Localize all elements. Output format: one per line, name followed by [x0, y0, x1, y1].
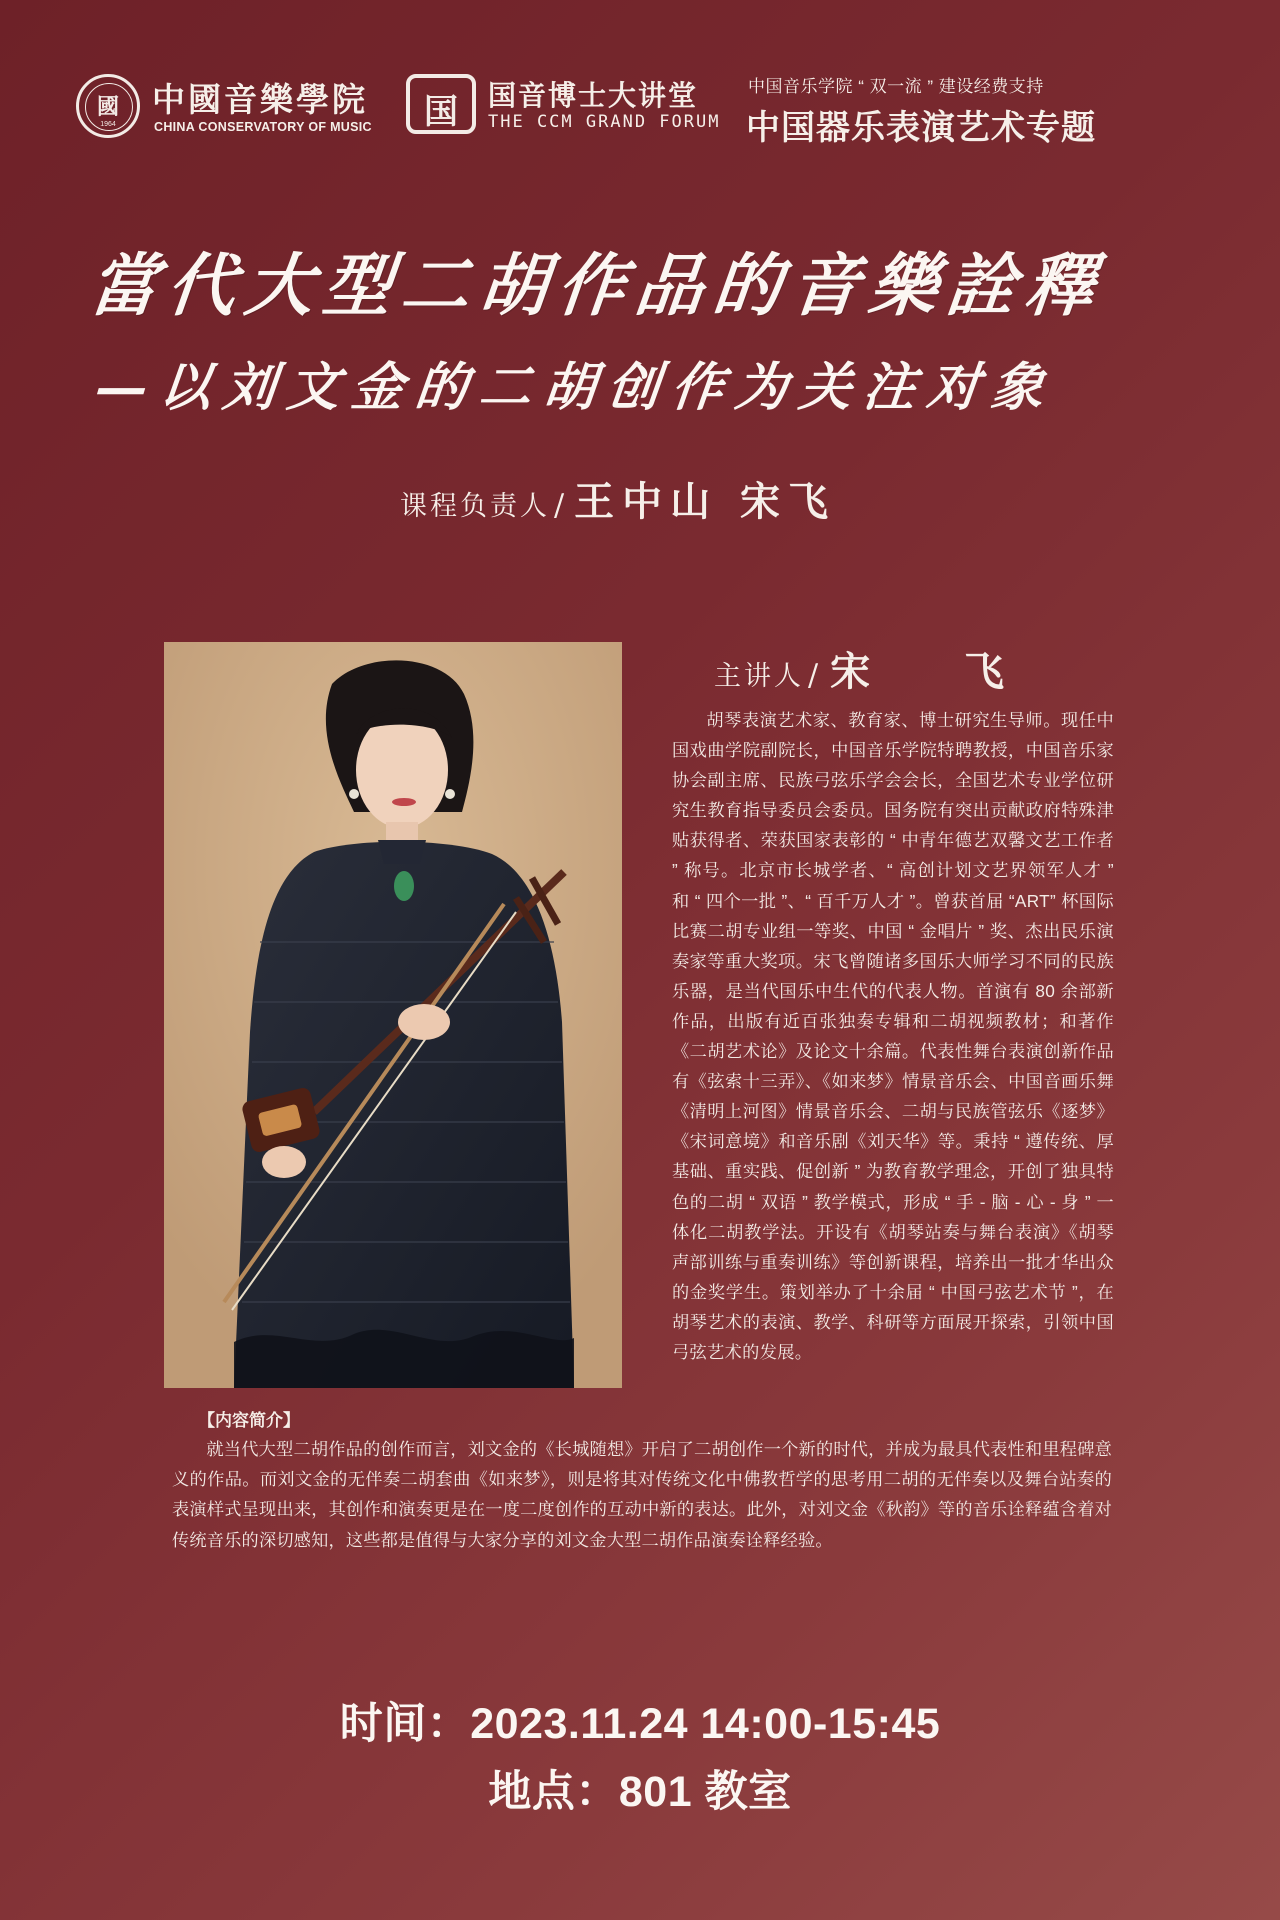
forum-name-en: THE CCM GRAND FORUM	[488, 112, 721, 132]
seal-char: 國	[96, 94, 119, 120]
header-logos	[76, 72, 1216, 152]
intro-heading: 【内容简介】	[198, 1411, 300, 1430]
intro-body: 就当代大型二胡作品的创作而言，刘文金的《长城随想》开启了二胡创作一个新的时代，并成为最具代表性和里程碑意义的作品。而刘文金的无伴奏二胡套曲《如来梦》，则是将其对传统文化中佛教哲学的思考用二胡的无伴奏以及舞台站奏的表演样式呈现出来，其创作和演奏更是在一度二度创作的互动中新的表达。此外，对刘文金《秋韵》等的音乐诠释蕴含着对传统音乐的深切感知，这些都是值得与大家分享的刘文金大型二胡作品演奏诠释经验。	[172, 1439, 1112, 1550]
forum-emblem-icon	[406, 74, 476, 134]
lecture-subtitle: —以刘文金的二胡创作为关注对象	[92, 357, 1059, 418]
special-topic-logo	[746, 72, 1216, 152]
forum-icon-char: 国	[424, 92, 458, 132]
course-lead-names: 王中山 宋飞	[574, 478, 837, 525]
forum-name-cn: 国音博士大讲堂	[488, 80, 699, 111]
seal-year: 1964	[100, 121, 116, 128]
lecture-title: 當代大型二胡作品的音樂詮釋	[85, 246, 1108, 326]
funding-note: 中国音乐学院 “ 双一流 ” 建设经费支持	[748, 77, 1044, 96]
ccm-logo	[76, 72, 372, 142]
speaker-heading	[714, 640, 1044, 697]
special-topic-title: 中国器乐表演艺术专题	[746, 108, 1096, 148]
event-place: 地点：801 教室	[488, 1768, 792, 1816]
speaker-label: 主讲人	[714, 661, 804, 692]
ccm-name-en: CHINA CONSERVATORY OF MUSIC	[154, 120, 372, 134]
speaker-photo	[164, 642, 622, 1388]
course-lead-label: 课程负责人	[400, 491, 550, 522]
speaker-name: 宋 飞	[830, 648, 1045, 695]
speaker-portrait-illustration	[164, 642, 622, 1388]
event-time: 时间：2023.11.24 14:00-15:45	[339, 1700, 941, 1748]
course-lead-separator: /	[554, 488, 565, 523]
course-lead	[400, 470, 836, 527]
ccm-name-cn: 中國音樂學院	[152, 80, 368, 119]
speaker-separator: /	[808, 658, 819, 693]
speaker-bio: 胡琴表演艺术家、教育家、博士研究生导师。现任中国戏曲学院副院长，中国音乐学院特聘教授，中国音乐家协会副主席、民族弓弦乐学会会长，全国艺术专业学位研究生教育指导委员会委员。国务院有突出贡献政府特殊津贴获得者、荣获国家表彰的 “ 中青年德艺双馨文艺工作者 ” 称号。北京市长城学者、“ 高创计划文艺界领军人才 ” 和 “ 四个一批 ”、“ 百千万人才 ”。曾获首届 “ART” 杯国际比赛二胡专业组一等奖、中国 “ 金唱片 ” 奖、杰出民乐演奏家等重大奖项。宋飞曾随诸多国乐大师学习不同的民族乐器，是当代国乐中生代的代表人物。首演有 80 余部新作品，出版有近百张独奏专辑和二胡视频教材；和著作《二胡艺术论》及论文十余篇。代表性舞台表演创新作品有《弦索十三弄》、《如来梦》情景音乐会、中国音画乐舞《清明上河图》情景音乐会、二胡与民族管弦乐《逐梦》《宋词意境》和音乐剧《刘天华》等。秉持 “ 遵传统、厚基础、重实践、促创新 ” 为教育教学理念，开创了独具特色的二胡 “ 双语 ” 教学模式，形成 “ 手 - 脑 - 心 - 身 ” 一体化二胡教学法。开设有《胡琴站奏与舞台表演》《胡琴声部训练与重奏训练》等创新课程，培养出一批才华出众的金奖学生。策划举办了十余届 “ 中国弓弦艺术节 ”，在胡琴艺术的表演、教学、科研等方面展开探索，引领中国弓弦艺术的发展。	[672, 710, 1114, 1362]
conservatory-seal-icon	[76, 74, 140, 138]
forum-logo	[406, 74, 721, 142]
